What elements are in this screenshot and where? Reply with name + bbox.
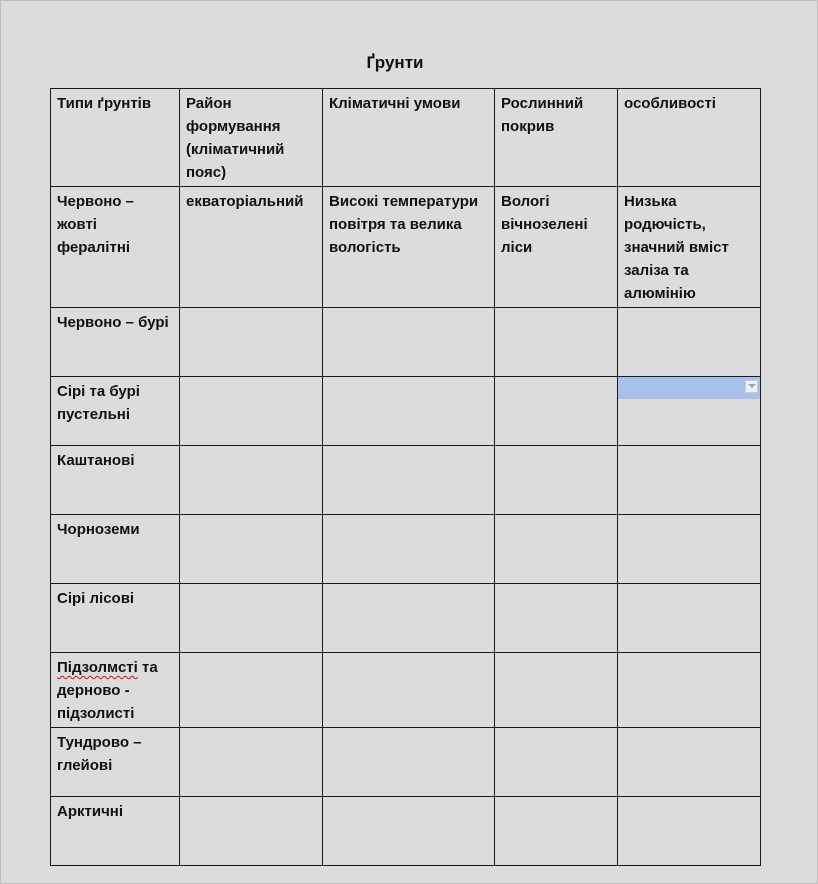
table-row-example [51, 187, 761, 308]
cell-formation-region[interactable] [180, 308, 323, 377]
cell-climate-conditions[interactable] [323, 797, 495, 866]
header-soil-types[interactable]: Типи ґрунтів [51, 89, 180, 187]
cell-features[interactable] [618, 584, 761, 653]
cell-vegetation[interactable] [495, 308, 618, 377]
header-features[interactable]: особливості [618, 89, 761, 187]
cell-soil-type[interactable]: Червоно – бурі [51, 308, 180, 377]
cell-climate-conditions[interactable] [323, 584, 495, 653]
cell-soil-type[interactable] [51, 653, 180, 728]
cell-climate-conditions[interactable]: Високі температури повітря та велика вологість [323, 187, 495, 308]
cell-soil-type[interactable]: Червоно – жовті фералітні [51, 187, 180, 308]
cell-formation-region[interactable] [180, 584, 323, 653]
cell-soil-type[interactable]: Сірі та бурі пустельні [51, 377, 180, 446]
table-row [51, 797, 761, 866]
cell-formation-region[interactable]: екваторіальний [180, 187, 323, 308]
cell-soil-type[interactable]: Сірі лісові [51, 584, 180, 653]
table-row [51, 515, 761, 584]
table-row [51, 377, 761, 446]
selection-highlight [618, 377, 760, 399]
cell-vegetation[interactable] [495, 515, 618, 584]
document-title: Ґрунти [366, 53, 424, 72]
cell-vegetation[interactable] [495, 653, 618, 728]
cell-features[interactable] [618, 797, 761, 866]
cell-vegetation[interactable] [495, 377, 618, 446]
header-climate-conditions[interactable]: Кліматичні умови [323, 89, 495, 187]
cell-climate-conditions[interactable] [323, 377, 495, 446]
cell-vegetation[interactable] [495, 728, 618, 797]
cell-soil-type[interactable]: Арктичні [51, 797, 180, 866]
cell-climate-conditions[interactable] [323, 308, 495, 377]
soils-table [50, 88, 761, 866]
header-vegetation[interactable]: Рослинний покрив [495, 89, 618, 187]
table-header-row [51, 89, 761, 187]
table-row [51, 308, 761, 377]
cell-features[interactable] [618, 728, 761, 797]
table-row [51, 446, 761, 515]
cell-formation-region[interactable] [180, 446, 323, 515]
cell-features[interactable] [618, 446, 761, 515]
cell-climate-conditions[interactable] [323, 446, 495, 515]
table-row [51, 728, 761, 797]
table-row [51, 653, 761, 728]
dropdown-arrow-icon[interactable] [745, 380, 758, 393]
table-row [51, 584, 761, 653]
cell-climate-conditions[interactable] [323, 515, 495, 584]
cell-climate-conditions[interactable] [323, 653, 495, 728]
cell-features-selected[interactable] [618, 377, 761, 446]
cell-soil-type[interactable]: Тундрово – глейові [51, 728, 180, 797]
cell-features[interactable] [618, 515, 761, 584]
cell-text-rest: та дерново - підзолисті [57, 659, 158, 722]
cell-formation-region[interactable] [180, 728, 323, 797]
cell-vegetation[interactable] [495, 797, 618, 866]
header-formation-region[interactable]: Район формування (кліматичний пояс) [180, 89, 323, 187]
cell-features[interactable] [618, 653, 761, 728]
cell-vegetation[interactable] [495, 446, 618, 515]
cell-features[interactable]: Низька родючість, значний вміст заліза та алюмінію [618, 187, 761, 308]
cell-soil-type[interactable]: Каштанові [51, 446, 180, 515]
cell-climate-conditions[interactable] [323, 728, 495, 797]
misspelled-word[interactable]: Підзолмсті [57, 659, 138, 676]
cell-formation-region[interactable] [180, 515, 323, 584]
cell-formation-region[interactable] [180, 377, 323, 446]
cell-vegetation[interactable]: Вологі вічнозелені ліси [495, 187, 618, 308]
cell-features[interactable] [618, 308, 761, 377]
cell-soil-type[interactable]: Чорноземи [51, 515, 180, 584]
cell-formation-region[interactable] [180, 653, 323, 728]
cell-vegetation[interactable] [495, 584, 618, 653]
cell-formation-region[interactable] [180, 797, 323, 866]
